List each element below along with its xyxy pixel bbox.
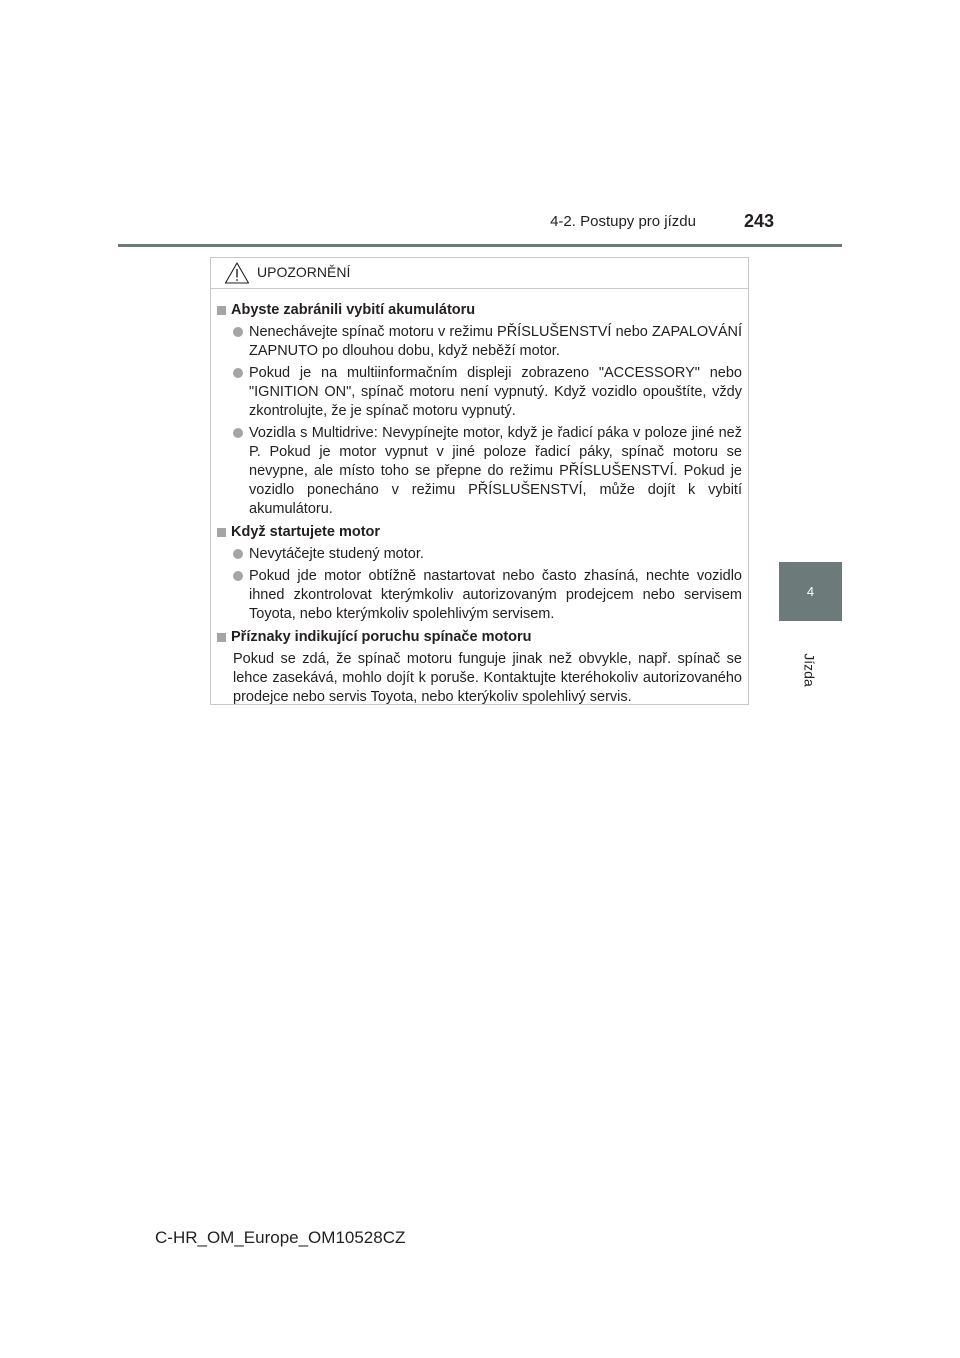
section-heading: Když startujete motor [217, 523, 742, 542]
circle-bullet-icon [233, 549, 243, 559]
warning-header [211, 258, 748, 289]
list-item: Nenechávejte spínač motoru v režimu PŘÍSLUŠENSTVÍ nebo ZAPALOVÁNÍ ZAPNUTO po dlouhou dobu, když neběží motor. [217, 323, 742, 361]
chapter-number: 4 [806, 584, 815, 599]
header-divider [118, 244, 842, 247]
square-bullet-icon [217, 306, 226, 315]
warning-box [210, 257, 749, 705]
section-paragraph: Pokud se zdá, že spínač motoru funguje jinak než obvykle, např. spínač se lehce zasekává, mohlo dojít k poruše. Kontaktujte kteréhokoliv autorizovaného prodejce nebo servis Toyota, nebo kterýkoliv spolehlivý servis. [233, 651, 742, 705]
chapter-label [796, 640, 824, 700]
section-heading: Abyste zabránili vybití akumulátoru [217, 301, 742, 320]
circle-bullet-icon [233, 428, 243, 438]
circle-bullet-icon [233, 327, 243, 337]
square-bullet-icon [217, 633, 226, 642]
list-item: Vozidla s Multidrive: Nevypínejte motor, když je řadicí páka v poloze jiné než P. Pokud je motor vypnut v jiné poloze řadicí páky, spínač motoru se nevypne, ale místo toho se přepne do režimu PŘÍSLUŠENSTVÍ. Pokud je vozidlo ponecháno v režimu PŘÍSLUŠENSTVÍ, může dojít k vybití akumulátoru. [217, 424, 742, 519]
document-code: C-HR_OM_Europe_OM10528CZ [155, 1228, 406, 1247]
section-heading: Příznaky indikující poruchu spínače motoru [217, 628, 742, 647]
chapter-tab [779, 562, 842, 621]
square-bullet-icon [217, 528, 226, 537]
list-item: Pokud jde motor obtížně nastartovat nebo často zhasíná, nechte vozidlo ihned zkontrolovat kterýmkoliv autorizovaným prodejcem nebo servisem Toyota, nebo kterýmkoliv spolehlivým servisem. [217, 567, 742, 624]
warning-body [211, 289, 748, 707]
circle-bullet-icon [233, 368, 243, 378]
section-title: 4-2. Postupy pro jízdu [550, 213, 696, 230]
circle-bullet-icon [233, 571, 243, 581]
chapter-label-text: Jízda [802, 653, 818, 687]
warning-triangle-icon [224, 261, 250, 285]
page-number: 243 [743, 211, 774, 231]
list-item: Nevytáčejte studený motor. [217, 545, 742, 564]
warning-title: UPOZORNĚNÍ [257, 264, 351, 280]
list-item: Pokud je na multiinformačním displeji zobrazeno "ACCESSORY" nebo "IGNITION ON", spínač motoru není vypnutý. Když vozidlo opouštíte, vždy zkontrolujte, že je spínač motoru vypnutý. [217, 364, 742, 421]
